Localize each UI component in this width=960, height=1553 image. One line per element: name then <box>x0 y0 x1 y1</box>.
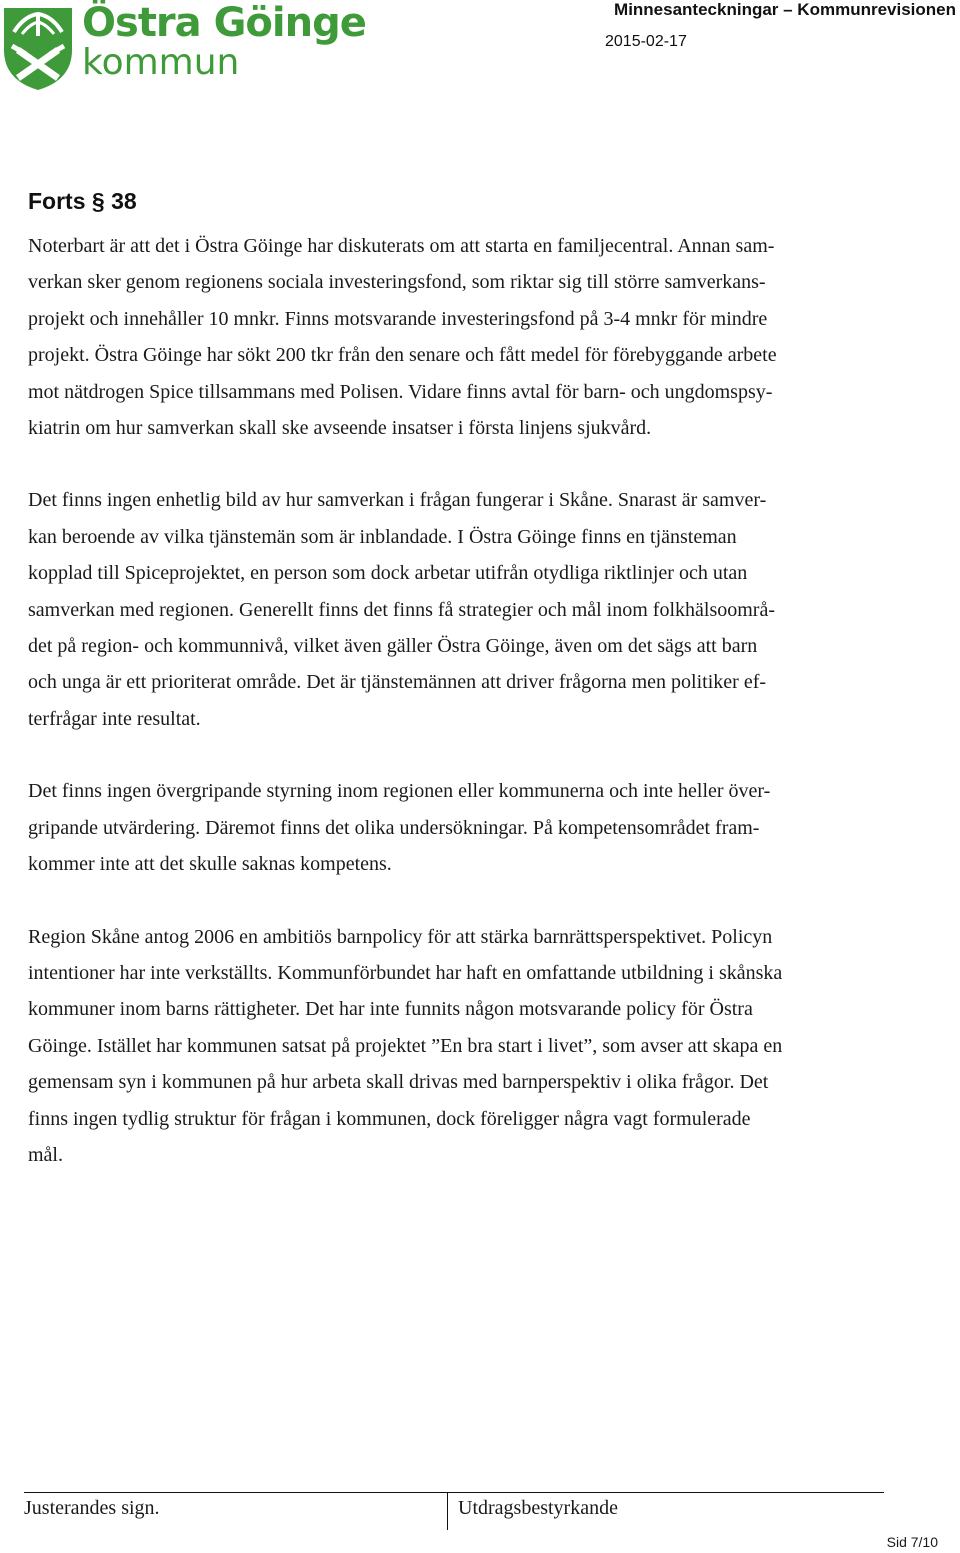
text-line: verkan sker genom regionens sociala investeringsfond, som riktar sig till större samverkans- <box>28 271 766 294</box>
footer-column-divider <box>447 1492 448 1530</box>
text-line: terfrågar inte resultat. <box>28 707 201 730</box>
text-line: kiatrin om hur samverkan skall ske avseende insatser i första linjens sjukvård. <box>28 417 652 440</box>
text-line: Det finns ingen övergripande styrning inom regionen eller kommunerna och inte heller över- <box>28 780 771 803</box>
coat-of-arms-icon <box>0 6 76 92</box>
paragraph <box>28 482 944 737</box>
text-line: Region Skåne antog 2006 en ambitiös barnpolicy för att stärka barnrättsperspektivet. Policyn <box>28 925 773 948</box>
certification-label: Utdragsbestyrkande <box>458 1497 618 1519</box>
logo-wordmark-bottom: kommun <box>82 42 240 83</box>
logo-wordmark-top: Östra Göinge <box>82 0 366 46</box>
text-line: Det finns ingen enhetlig bild av hur samverkan i frågan fungerar i Skåne. Snarast är samver- <box>28 489 767 512</box>
text-line: Noterbart är att det i Östra Göinge har diskuterats om att starta en familjecentral. Annan sam- <box>28 235 775 257</box>
text-line: kommuner inom barns rättigheter. Det har inte funnits någon motsvarande policy för Östra <box>28 998 753 1021</box>
document-body <box>28 228 944 1209</box>
paragraph <box>28 773 944 882</box>
text-line: det på region- och kommunnivå, vilket även gäller Östra Göinge, även om det sägs att barn <box>28 635 758 658</box>
text-line: samverkan med regionen. Generellt finns det finns få strategier och mål inom folkhälsoområ- <box>28 598 775 621</box>
text-line: kommer inte att det skulle saknas kompetens. <box>28 853 392 876</box>
section-heading: Forts § 38 <box>28 188 137 214</box>
text-line: kopplad till Spiceprojektet, en person som dock arbetar utifrån otydliga riktlinjer och utan <box>28 562 748 585</box>
text-line: kan beroende av vilka tjänstemän som är inblandade. I Östra Göinge finns en tjänsteman <box>28 525 737 548</box>
text-line: gripande utvärdering. Däremot finns det olika undersökningar. På kompetensområdet fram- <box>28 816 760 839</box>
text-line: intentioner har inte verkställts. Kommunförbundet har haft en omfattande utbildning i skånska <box>28 961 783 984</box>
text-line: projekt. Östra Göinge har sökt 200 tkr från den senare och fått medel för förebyggande arbete <box>28 344 777 367</box>
text-line: och unga är ett prioriterat område. Det är tjänstemännen att driver frågorna men politiker ef- <box>28 671 767 694</box>
footer-divider <box>24 1492 884 1493</box>
paragraph <box>28 228 944 446</box>
signature-label: Justerandes sign. <box>24 1497 160 1519</box>
text-line: mot nätdrogen Spice tillsammans med Polisen. Vidare finns avtal för barn- och ungdomspsy- <box>28 380 773 403</box>
document-title: Minnesanteckningar – Kommunrevisionen <box>614 0 956 19</box>
text-line: projekt och innehåller 10 mnkr. Finns motsvarande investeringsfond på 3-4 mnkr för mindre <box>28 307 768 330</box>
page-number: Sid 7/10 <box>886 1534 938 1550</box>
text-line: mål. <box>28 1143 63 1166</box>
document-date: 2015-02-17 <box>605 33 687 50</box>
text-line: finns ingen tydlig struktur för frågan i kommunen, dock föreligger några vagt formulerade <box>28 1107 751 1130</box>
paragraph <box>28 919 944 1174</box>
municipality-logo <box>0 0 366 94</box>
text-line: gemensam syn i kommunen på hur arbeta skall drivas med barnperspektiv i olika frågor. Det <box>28 1071 769 1094</box>
text-line: Göinge. Istället har kommunen satsat på projektet ”En bra start i livet”, som avser att skapa en <box>28 1034 783 1057</box>
